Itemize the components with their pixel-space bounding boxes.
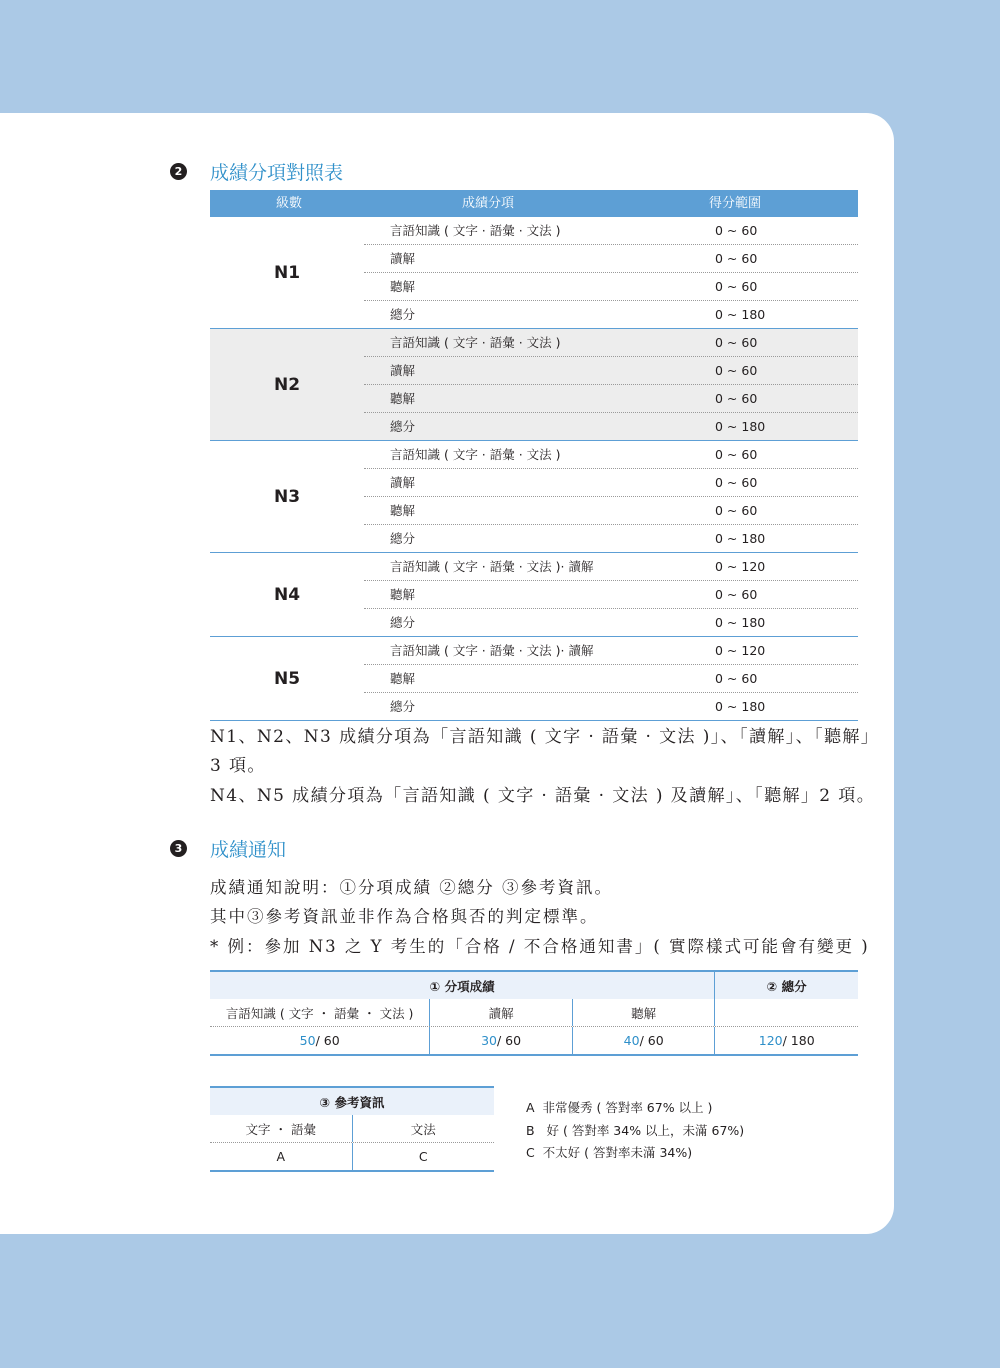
level-n5	[210, 637, 858, 721]
score-language-knowledge	[210, 1027, 430, 1054]
item-label: 讀解	[390, 475, 416, 490]
score-value: 30	[481, 1033, 497, 1048]
level-n4	[210, 553, 858, 637]
score-listening	[573, 1027, 716, 1054]
item-label: 總分	[390, 615, 416, 630]
col-vocab: 文字 ・ 語彙	[210, 1115, 353, 1142]
table-row	[364, 581, 858, 609]
item-label: 聽解	[390, 587, 416, 602]
score-notice-table	[210, 970, 858, 1056]
score-value: 50	[299, 1033, 316, 1048]
score-max: / 180	[782, 1033, 815, 1048]
table-row	[364, 665, 858, 693]
score-table-values	[210, 1027, 858, 1054]
col-language-knowledge: 言語知識 ( 文字 ・ 語彙 ・ 文法 )	[210, 999, 430, 1026]
score-table-subheader	[210, 999, 858, 1027]
item-label: 聽解	[390, 279, 416, 294]
item-label: 聽解	[390, 671, 416, 686]
range-value: 0 ~ 60	[715, 503, 758, 518]
item-label: 言語知識 ( 文字 · 語彙 · 文法 )· 讀解	[390, 559, 594, 574]
table-row	[364, 553, 858, 581]
header-subscores: ① 分項成績	[210, 972, 715, 999]
item-label: 總分	[390, 531, 416, 546]
level-label: N3	[273, 486, 301, 507]
table-row	[364, 637, 858, 665]
range-value: 0 ~ 180	[715, 419, 766, 434]
section-3-header	[170, 835, 286, 861]
item-label: 言語知識 ( 文字 · 語彙 · 文法 )· 讀解	[390, 643, 594, 658]
note-line-2: 3 項。	[210, 756, 266, 776]
range-value: 0 ~ 60	[715, 335, 758, 350]
score-max: / 60	[315, 1033, 340, 1048]
col-grammar: 文法	[410, 1121, 436, 1137]
range-value: 0 ~ 180	[715, 615, 766, 630]
score-value: 120	[758, 1033, 783, 1048]
ref-vocab-value: A	[210, 1143, 353, 1170]
table-row	[364, 329, 858, 357]
item-label: 言語知識 ( 文字 · 語彙 · 文法 )	[390, 335, 561, 350]
level-n1	[210, 217, 858, 329]
table-row	[364, 441, 858, 469]
item-label: 總分	[390, 699, 416, 714]
level-label: N2	[210, 329, 364, 440]
table-row	[364, 273, 858, 301]
level-label: N5	[273, 668, 301, 689]
ref-table-header	[210, 1088, 494, 1115]
range-value: 0 ~ 180	[715, 307, 766, 322]
legend-item-b: B 好 ( 答對率 34% 以上，未滿 67%)	[526, 1122, 745, 1138]
range-value: 0 ~ 120	[715, 643, 766, 658]
header-total: ② 總分	[766, 978, 807, 994]
item-label: 讀解	[390, 363, 416, 378]
note-line-1: N1、N2、N3 成績分項為「言語知識 ( 文字 · 語彙 · 文法 )」、「讀解」、「聽解」	[210, 727, 880, 747]
item-label: 總分	[390, 419, 416, 434]
notice-line-3: * 例：參加 N3 之 Y 考生的「合格 / 不合格通知書」( 實際樣式可能會有變更 )	[210, 937, 870, 956]
table-row	[364, 245, 858, 273]
section-2-number-icon: 2	[170, 163, 187, 180]
section-3-number-icon: 3	[170, 840, 187, 857]
item-label: 聽解	[390, 503, 416, 518]
level-label: N1	[273, 262, 301, 283]
level-n2	[210, 329, 858, 441]
section-2-title: 成績分項對照表	[210, 161, 344, 184]
range-value: 0 ~ 60	[715, 391, 758, 406]
score-items-table	[210, 190, 858, 721]
reference-info-table	[210, 1086, 494, 1172]
table-row	[364, 413, 858, 440]
legend-item-a: A 非常優秀 ( 答對率 67% 以上 )	[526, 1100, 713, 1115]
table-row	[364, 357, 858, 385]
score-total	[715, 1027, 858, 1054]
range-value: 0 ~ 60	[715, 223, 758, 238]
item-label: 讀解	[390, 251, 416, 266]
table-row	[364, 693, 858, 720]
col-listening: 聽解	[573, 999, 716, 1026]
item-label: 總分	[390, 307, 416, 322]
header-level: 級數	[276, 196, 303, 211]
table-row	[364, 525, 858, 552]
range-value: 0 ~ 60	[715, 363, 758, 378]
range-value: 0 ~ 180	[715, 699, 766, 714]
score-max: / 60	[497, 1033, 522, 1048]
table-row	[364, 385, 858, 413]
range-value: 0 ~ 60	[715, 279, 758, 294]
ref-table-values	[210, 1143, 494, 1170]
range-value: 0 ~ 60	[715, 587, 758, 602]
legend-item-c: C 不太好 ( 答對率未滿 34%)	[526, 1145, 693, 1160]
range-value: 0 ~ 60	[715, 251, 758, 266]
score-max: / 60	[639, 1033, 664, 1048]
ref-grammar-value: C	[418, 1149, 428, 1164]
level-n3	[210, 441, 858, 553]
header-range: 得分範圍	[709, 196, 762, 211]
table-row	[364, 469, 858, 497]
section-2-header	[170, 158, 343, 184]
ref-table-subheader	[210, 1115, 494, 1143]
level-label: N4	[273, 584, 301, 605]
range-value: 0 ~ 60	[715, 447, 758, 462]
col-total-empty	[715, 999, 858, 1026]
range-value: 0 ~ 180	[715, 531, 766, 546]
table-row	[364, 609, 858, 636]
grade-legend	[526, 1097, 744, 1165]
range-value: 0 ~ 60	[715, 671, 758, 686]
score-value: 40	[623, 1033, 640, 1048]
item-label: 言語知識 ( 文字 · 語彙 · 文法 )	[390, 223, 561, 238]
table-row	[364, 217, 858, 245]
col-reading: 讀解	[430, 999, 573, 1026]
table-header	[210, 190, 858, 217]
range-value: 0 ~ 120	[715, 559, 766, 574]
note-line-3: N4、N5 成績分項為「言語知識 ( 文字 · 語彙 · 文法 ) 及讀解」、「聽解」2 項。	[210, 786, 876, 806]
notice-line-1: 成績通知說明：①分項成績 ②總分 ③參考資訊。	[210, 878, 613, 897]
score-table-header	[210, 972, 858, 999]
score-reading	[430, 1027, 573, 1054]
notice-line-2: 其中③參考資訊並非作為合格與否的判定標準。	[210, 907, 599, 926]
item-label: 言語知識 ( 文字 · 語彙 · 文法 )	[390, 447, 561, 462]
section-3-title: 成績通知	[210, 838, 287, 861]
header-items: 成績分項	[462, 196, 515, 211]
range-value: 0 ~ 60	[715, 475, 758, 490]
header-reference: ③ 參考資訊	[319, 1094, 385, 1110]
table-row	[364, 301, 858, 328]
table-row	[364, 497, 858, 525]
item-label: 聽解	[390, 391, 416, 406]
